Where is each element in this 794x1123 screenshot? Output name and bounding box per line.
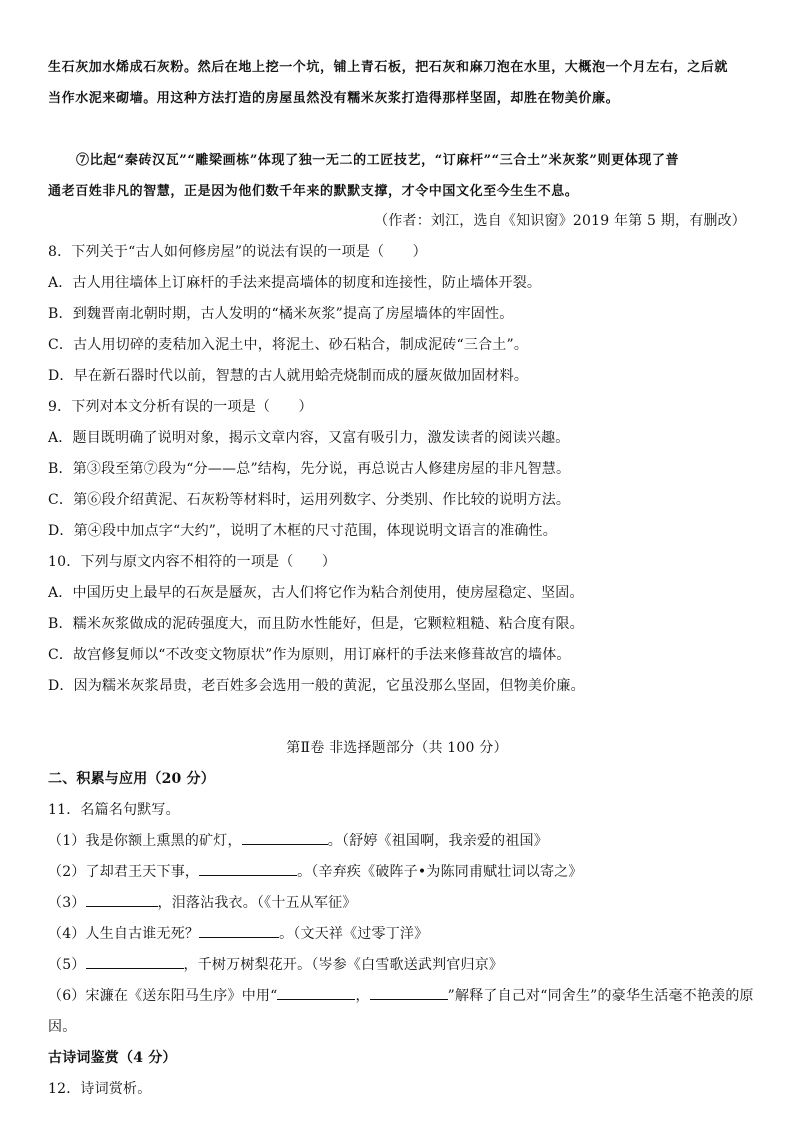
q11-item-2 bbox=[48, 861, 583, 881]
passage-source: （作者：刘江，选自《知识窗》2019 年第 5 期，有删改） bbox=[374, 213, 746, 229]
q11-item-4-blank[interactable] bbox=[199, 923, 279, 938]
section2-title: 二、积累与应用（20 分） bbox=[48, 771, 215, 787]
q10-option-c: C．故宫修复师以“不改变文物原状”作为原则，用订麻杆的手法来修葺故宫的墙体。 bbox=[48, 647, 571, 663]
q10-stem: 10．下列与原文内容不相符的一项是（ ） bbox=[48, 554, 337, 570]
q9-option-c: C．第⑥段介绍黄泥、石灰粉等材料时，运用列数字、分类别、作比较的说明方法。 bbox=[48, 492, 571, 508]
q11-item-2-suffix: 。（辛弃疾《破阵子•为陈同甫赋壮词以寄之》 bbox=[297, 864, 583, 880]
part2-title: 第Ⅱ卷 非选择题部分（共 100 分） bbox=[286, 740, 508, 756]
q12-stem: 12．诗词赏析。 bbox=[48, 1081, 152, 1097]
q9-option-b: B．第③段至第⑦段为“分——总”结构，先分说，再总说古人修建房屋的非凡智慧。 bbox=[48, 461, 571, 477]
q11-item-1-prefix: （1）我是你额上熏黑的矿灯， bbox=[48, 833, 242, 849]
q11-item-3-prefix: （3） bbox=[48, 895, 86, 911]
q11-item-3-blank[interactable] bbox=[86, 892, 158, 907]
passage-line-2: 当作水泥来砌墙。用这种方法打造的房屋虽然没有糯米灰浆打造得那样坚固，却胜在物美价廉。 bbox=[48, 91, 620, 106]
q11-item-6-suffix: ”解释了自己对“同舍生”的豪华生活毫不艳羡的原 bbox=[447, 988, 754, 1004]
poetry-section-title: 古诗词鉴赏（4 分） bbox=[48, 1050, 177, 1066]
q11-item-1-suffix: 。（舒婷《祖国啊，我亲爱的祖国》 bbox=[327, 833, 548, 849]
q8-option-a: A．古人用往墙体上订麻杆的手法来提高墙体的韧度和连接性，防止墙体开裂。 bbox=[48, 275, 542, 291]
q11-item-6 bbox=[48, 985, 754, 1005]
q11-item-2-prefix: （2）了却君王天下事， bbox=[48, 864, 200, 880]
q9-option-a: A．题目既明确了说明对象，揭示文章内容，又富有吸引力，激发读者的阅读兴趣。 bbox=[48, 430, 570, 446]
q10-option-d: D．因为糯米灰浆昂贵，老百姓多会选用一般的黄泥，它虽没那么坚固，但物美价廉。 bbox=[48, 678, 585, 694]
q11-item-4-suffix: 。（文天祥《过零丁洋》 bbox=[279, 926, 429, 942]
q11-item-5-suffix: ，千树万树梨花开。（岑参《白雪歌送武判官归京》 bbox=[183, 957, 504, 973]
q11-item-3-suffix: ，泪落沾我衣。（《十五从军征》 bbox=[157, 895, 357, 911]
q9-stem: 9．下列对本文分析有误的一项是（ ） bbox=[48, 399, 313, 415]
q10-option-b: B．糯米灰浆做成的泥砖强度大，而且防水性能好，但是，它颗粒粗糙、粘合度有限。 bbox=[48, 616, 584, 632]
passage-line-4: 通老百姓非凡的智慧，正是因为他们数千年来的默默支撑，才令中国文化至今生生不息。 bbox=[48, 184, 579, 199]
q11-item-3 bbox=[48, 892, 357, 912]
q9-option-d: D．第④段中加点字“大约”，说明了木框的尺寸范围，体现说明文语言的准确性。 bbox=[48, 523, 557, 539]
q11-item-6-blank-1[interactable] bbox=[277, 985, 355, 1000]
q11-item-1 bbox=[48, 830, 548, 850]
q11-item-6-separator: ， bbox=[355, 988, 370, 1004]
q11-item-5 bbox=[48, 954, 503, 974]
q10-option-a: A．中国历史上最早的石灰是蜃灰，古人们将它作为粘合剂使用，使房屋稳定、坚固。 bbox=[48, 585, 584, 601]
q11-item-6-blank-2[interactable] bbox=[370, 985, 448, 1000]
q8-stem: 8．下列关于“古人如何修房屋”的说法有误的一项是（ ） bbox=[48, 244, 427, 260]
q8-option-d: D．早在新石器时代以前，智慧的古人就用蛤壳烧制而成的蜃灰做加固材料。 bbox=[48, 368, 529, 384]
q11-item-2-blank[interactable] bbox=[199, 861, 297, 876]
q11-item-6-prefix: （6）宋濂在《送东阳马生序》中用“ bbox=[48, 988, 278, 1004]
passage-line-1: 生石灰加水烯成石灰粉。然后在地上挖一个坑，铺上青石板，把石灰和麻刀泡在水里，大概泡一个月左右，之后就 bbox=[48, 60, 729, 75]
q11-item-5-prefix: （5） bbox=[48, 957, 86, 973]
q8-option-b: B．到魏晋南北朝时期，古人发明的“橘米灰浆”提高了房屋墙体的牢固性。 bbox=[48, 306, 514, 322]
q11-item-4-prefix: （4）人生自古谁无死？ bbox=[48, 926, 200, 942]
passage-line-3: ⑦比起“秦砖汉瓦”“雕梁画栋”体现了独一无二的工匠技艺，“订麻杆”“三合土”米灰浆”则更体现了普 bbox=[76, 153, 680, 168]
q8-option-c: C．古人用切碎的麦秸加入泥土中，将泥土、砂石粘合，制成泥砖“三合土”。 bbox=[48, 337, 529, 353]
q11-item-6-continuation: 因。 bbox=[48, 1019, 77, 1035]
q11-stem: 11．名篇名句默写。 bbox=[48, 802, 180, 818]
q11-item-1-blank[interactable] bbox=[242, 830, 328, 845]
q11-item-5-blank[interactable] bbox=[86, 954, 184, 969]
q11-item-4 bbox=[48, 923, 428, 943]
